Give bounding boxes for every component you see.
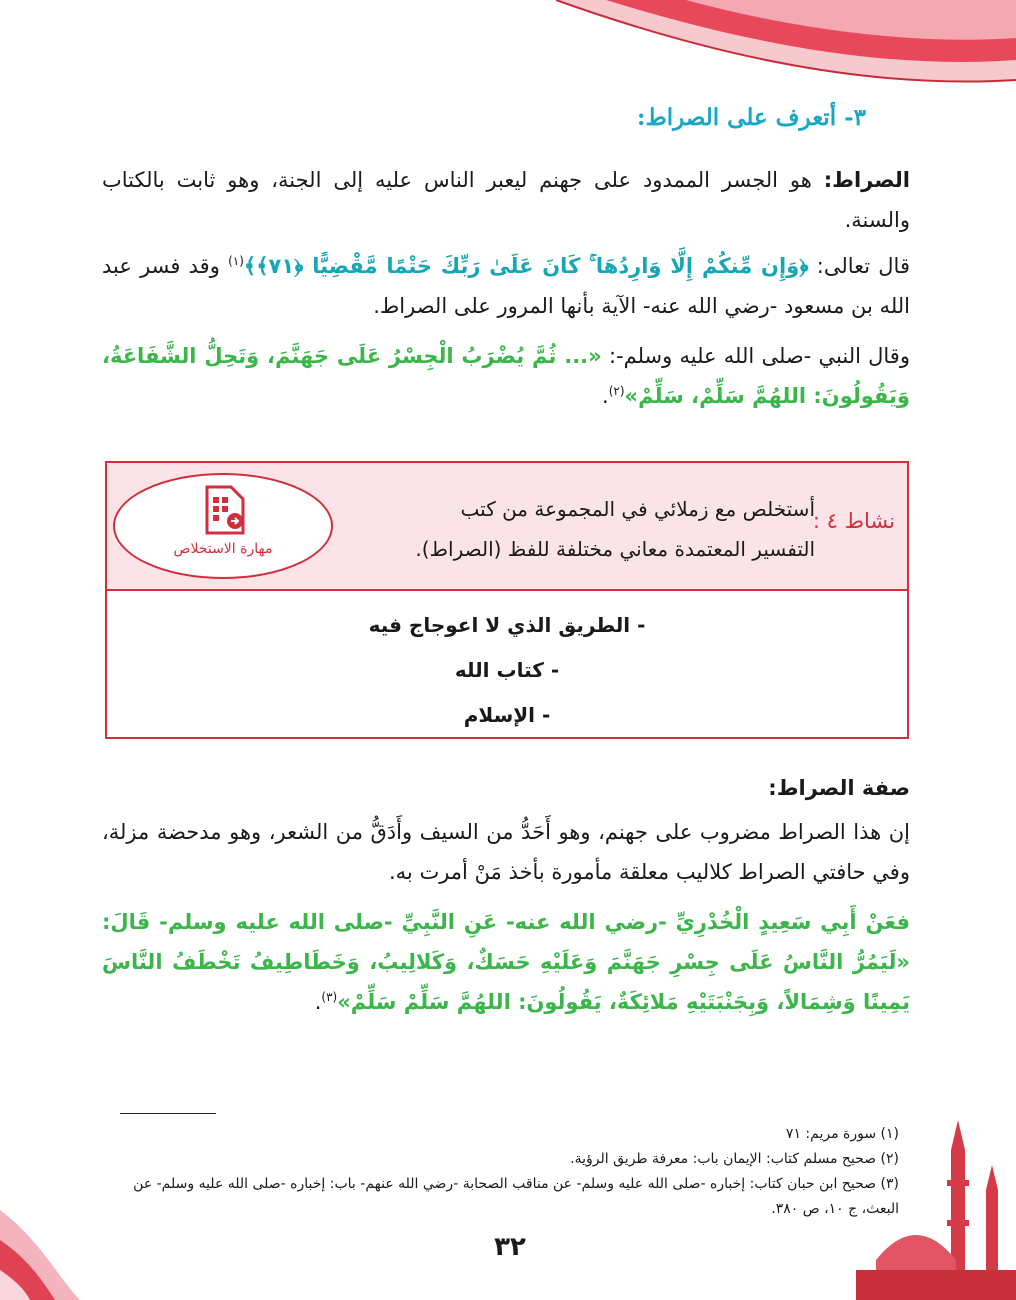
section-title: ٣- أتعرف على الصراط: xyxy=(636,104,866,131)
activity-header xyxy=(107,463,907,591)
activity-box xyxy=(105,461,909,739)
definition-paragraph xyxy=(102,160,910,240)
answer-item: - الطريق الذي لا اعوجاج فيه xyxy=(368,613,646,637)
verse-intro: قال تعالى: xyxy=(808,254,910,278)
hadith-paragraph-2 xyxy=(102,902,910,1022)
activity-label: نشاط ٤ : xyxy=(812,509,895,533)
definition-text: هو الجسر الممدود على جهنم ليعبر الناس عليه إلى الجنة، وهو ثابت بالكتاب والسنة. xyxy=(102,168,910,232)
answer-item: - كتاب الله xyxy=(454,658,560,682)
hadith2-text: فعَنْ أَبِي سَعِيدٍ الْخُدْرِيِّ -رضي الله عنه- عَنِ النَّبِيِّ -صلى الله عليه وسلم- قَالَ: «لَيَمُرُّ النَّاسُ عَلَى جِسْرِ جَهَنَّمَ وَعَلَيْهِ حَسَكٌ، وَكَلالِيبُ، وَخَطَاطِيفُ تَخْطَفُ النَّاسَ يَمِينًا وَشِمَالاً، وَبِجَنْبَتَيْهِ مَلائِكَةٌ، يَقُولُونَ: اللهُمَّ سَلِّمْ سَلِّمْ» xyxy=(102,910,910,1014)
skill-label: مهارة الاستخلاص xyxy=(173,541,273,557)
skill-badge xyxy=(113,473,333,579)
footnote-item: (٢) صحيح مسلم كتاب: الإيمان باب: معرفة طريق الرؤية. xyxy=(570,1151,899,1167)
description-paragraph: إن هذا الصراط مضروب على جهنم، وهو أَحَدُّ من السيف وأَدَقُّ من الشعر، وهو مدحضة مزلة، وفي حافتي الصراط كلاليب معلقة مأمورة بأخذ مَنْ أمرت به. xyxy=(102,820,910,884)
page-number: ٣٢ xyxy=(494,1232,526,1262)
activity-instruction: أستخلص مع زملائي في المجموعة من كتب التفسير المعتمدة معاني مختلفة للفظ (الصراط). xyxy=(415,497,815,561)
document-extract-icon xyxy=(203,485,247,535)
hadith-paragraph-1 xyxy=(102,336,910,416)
activity-answers xyxy=(107,603,907,738)
hadith1-intro: وقال النبي -صلى الله عليه وسلم-: xyxy=(601,344,910,368)
verse-paragraph xyxy=(102,246,910,326)
footnote-ref-2: (٢) xyxy=(608,384,625,398)
answer-item: - الإسلام xyxy=(463,703,551,727)
footnote-ref-1: (١) xyxy=(228,254,244,268)
footnote-ref-3: (٣) xyxy=(321,990,338,1004)
description-heading: صفة الصراط: xyxy=(768,776,910,800)
hadith2-end: . xyxy=(314,990,322,1014)
hadith1-text: «... ثُمَّ يُضْرَبُ الْجِسْرُ عَلَى جَهَنَّمَ، وَتَحِلُّ الشَّفَاعَةُ، وَيَقُولُونَ: اللهُمَّ سَلِّمْ، سَلِّمْ» xyxy=(102,344,910,408)
verse-commentary: وقد فسر عبد الله بن مسعود -رضي الله عنه- الآية بأنها المرور على الصراط. xyxy=(102,254,910,318)
footnote-item: (١) سورة مريم: ٧١ xyxy=(785,1126,899,1142)
hadith1-end: . xyxy=(602,384,609,408)
footnotes xyxy=(109,1122,899,1222)
quran-verse: ﴿وَإِن مِّنكُمْ إِلَّا وَارِدُهَا ۚ كَانَ عَلَىٰ رَبِّكَ حَتْمًا مَّقْضِيًّا ﴿٧١﴾﴾ xyxy=(243,254,809,278)
footnote-item: (٣) صحيح ابن حبان كتاب: إخباره -صلى الله عليه وسلم- عن مناقب الصحابة -رضي الله عنهم- باب: إخباره -صلى الله عليه وسلم- عن البعث، ج ١٠، ص ٣٨٠. xyxy=(133,1176,899,1217)
footnote-divider xyxy=(120,1113,216,1114)
definition-term: الصراط: xyxy=(823,168,910,192)
